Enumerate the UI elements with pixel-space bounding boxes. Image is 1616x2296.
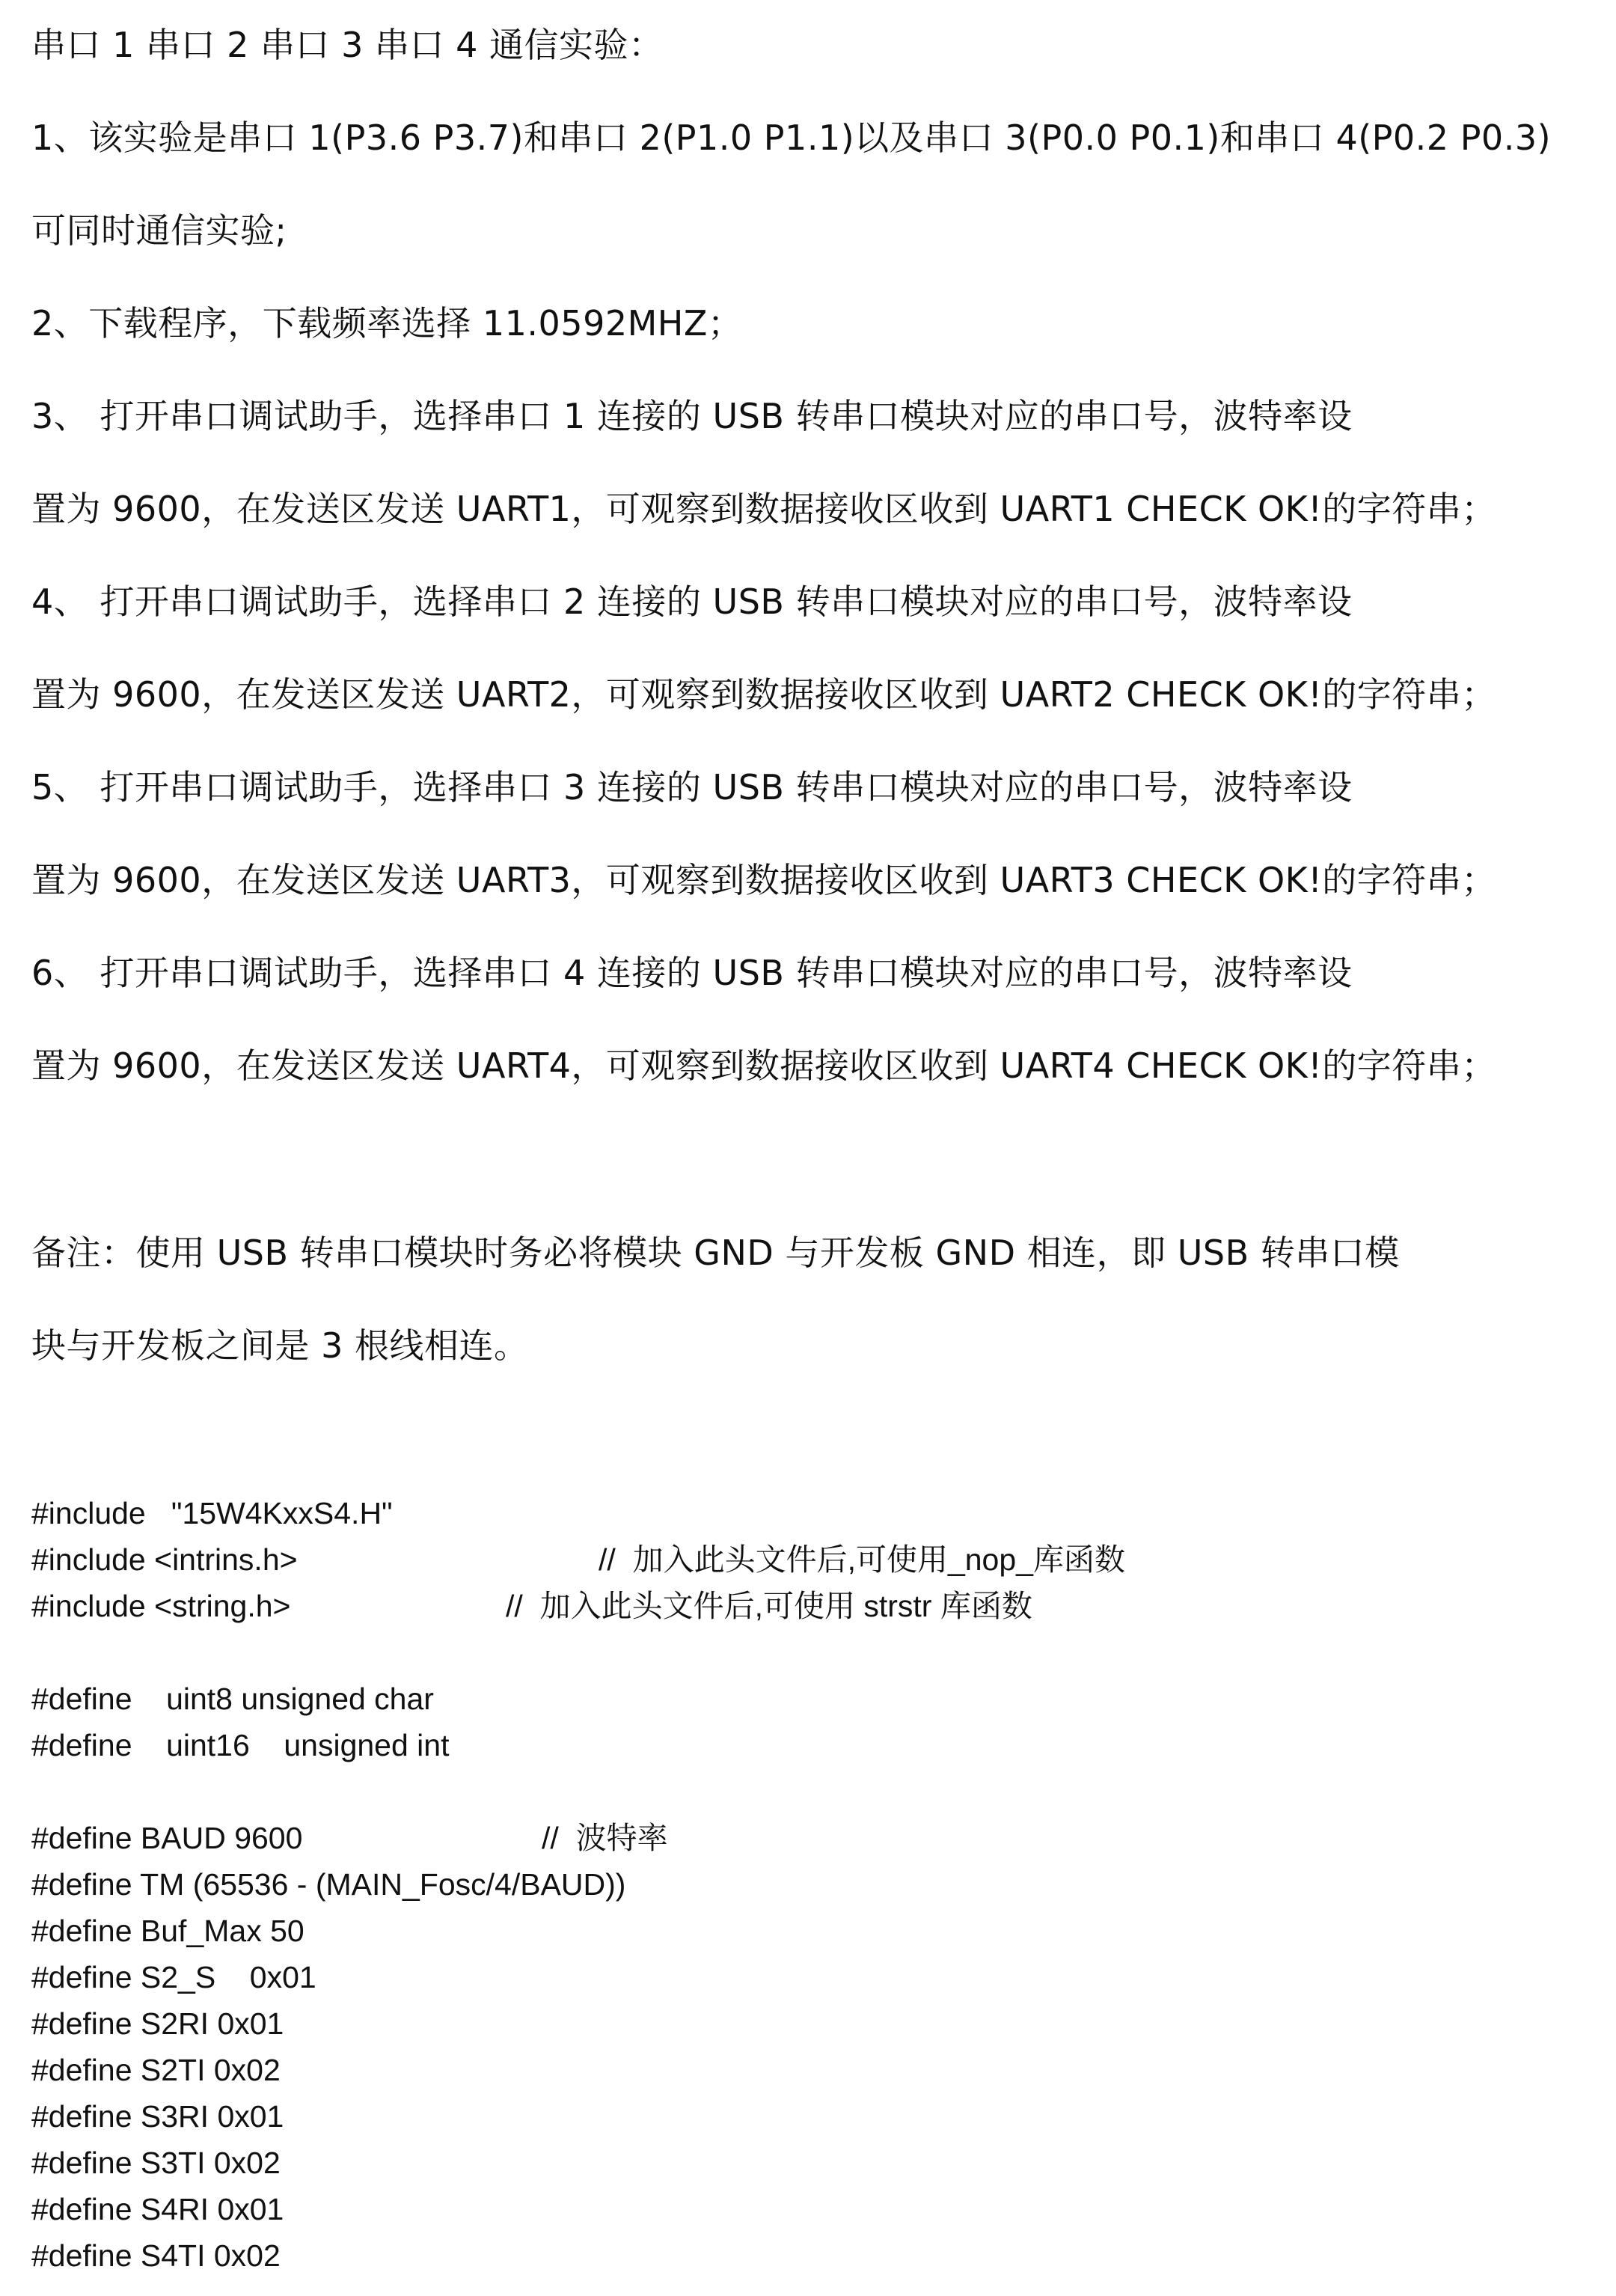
step-3-line-2: 置为 9600，在发送区发送 UART1，可观察到数据接收区收到 UART1 CHECK OK!的字符串； xyxy=(31,489,1496,529)
step-4-line-1: 4、 打开串口调试助手，选择串口 2 连接的 USB 转串口模块对应的串口号，波特率设 xyxy=(31,581,1353,622)
step-3-line-1: 3、 打开串口调试助手，选择串口 1 连接的 USB 转串口模块对应的串口号，波特率设 xyxy=(31,396,1353,436)
code-define-baud: #define BAUD 9600 xyxy=(31,1821,303,1855)
code-define-uint8: #define uint8 unsigned char xyxy=(31,1682,434,1716)
code-define-uint16: #define uint16 unsigned int xyxy=(31,1728,450,1762)
step-4-line-2: 置为 9600，在发送区发送 UART2，可观察到数据接收区收到 UART2 CHECK OK!的字符串； xyxy=(31,674,1496,715)
step-6-line-1: 6、 打开串口调试助手，选择串口 4 连接的 USB 转串口模块对应的串口号，波特率设 xyxy=(31,953,1353,993)
code-include-intrins: #include <intrins.h> xyxy=(31,1542,298,1577)
note-line-2: 块与开发板之间是 3 根线相连。 xyxy=(31,1325,529,1366)
code-define-s2ri: #define S2RI 0x01 xyxy=(31,2006,284,2041)
code-define-s3ri: #define S3RI 0x01 xyxy=(31,2099,284,2134)
code-define-s2ti: #define S2TI 0x02 xyxy=(31,2053,281,2087)
step-5-line-1: 5、 打开串口调试助手，选择串口 3 连接的 USB 转串口模块对应的串口号，波特率设 xyxy=(31,767,1353,807)
code-define-s2s: #define S2_S 0x01 xyxy=(31,1960,316,1994)
doc-title: 串口 1 串口 2 串口 3 串口 4 通信实验： xyxy=(31,25,664,65)
code-comment-intrins: // 加入此头文件后,可使用_nop_库函数 xyxy=(599,1542,1125,1577)
step-5-line-2: 置为 9600，在发送区发送 UART3，可观察到数据接收区收到 UART3 CHECK OK!的字符串； xyxy=(31,860,1496,900)
code-include-header: #include "15W4KxxS4.H" xyxy=(31,1496,393,1530)
step-1-line-1: 1、该实验是串口 1(P3.6 P3.7)和串口 2(P1.0 P1.1)以及串口 3(P0.0 P0.1)和串口 4(P0.2 P0.3) xyxy=(31,117,1552,158)
note-line-1: 备注：使用 USB 转串口模块时务必将模块 GND 与开发板 GND 相连，即 USB 转串口模 xyxy=(31,1233,1400,1273)
code-define-s4ri: #define S4RI 0x01 xyxy=(31,2192,284,2226)
step-2: 2、下载程序，下载频率选择 11.0592MHZ； xyxy=(31,303,743,344)
code-include-string: #include <string.h> xyxy=(31,1589,291,1623)
code-define-bufmax: #define Buf_Max 50 xyxy=(31,1914,304,1948)
code-define-tm: #define TM (65536 - (MAIN_Fosc/4/BAUD)) xyxy=(31,1867,626,1902)
code-comment-string: // 加入此头文件后,可使用 strstr 库函数 xyxy=(506,1589,1032,1623)
code-define-s3ti: #define S3TI 0x02 xyxy=(31,2146,281,2180)
code-define-s4ti: #define S4TI 0x02 xyxy=(31,2238,281,2273)
code-comment-baud: // 波特率 xyxy=(542,1821,668,1855)
step-6-line-2: 置为 9600，在发送区发送 UART4，可观察到数据接收区收到 UART4 CHECK OK!的字符串； xyxy=(31,1045,1496,1086)
step-1-line-2: 可同时通信实验; xyxy=(31,210,287,251)
